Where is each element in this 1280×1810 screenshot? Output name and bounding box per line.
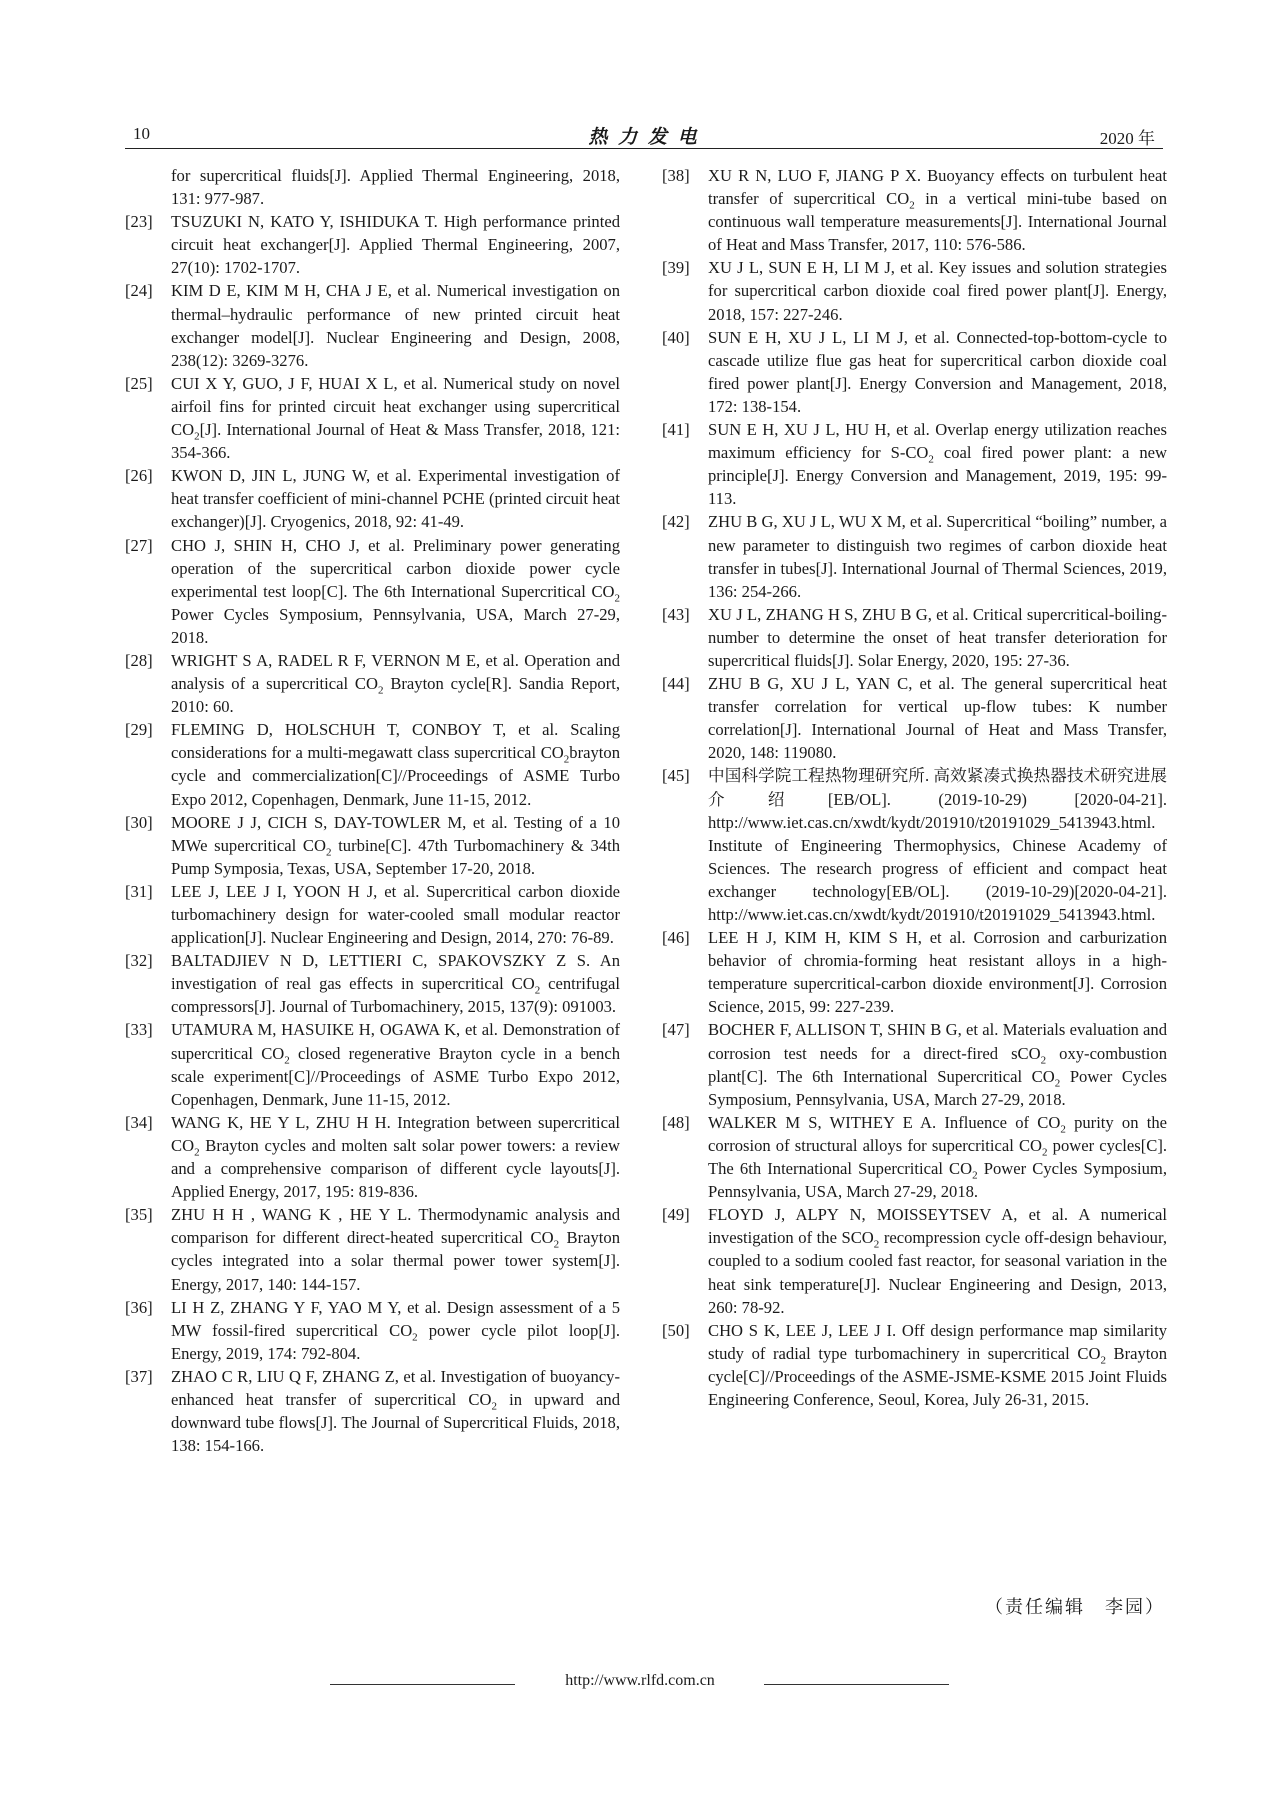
- reference-entry: [125, 811, 620, 880]
- reference-number: [41]: [662, 420, 690, 440]
- reference-number: [27]: [125, 535, 153, 555]
- reference-number: [49]: [662, 1205, 690, 1225]
- reference-number: [38]: [662, 166, 690, 185]
- reference-entry: [125, 372, 620, 464]
- subscript-2: 2: [194, 430, 200, 443]
- subscript-2: 2: [1060, 1123, 1066, 1136]
- subscript-2: 2: [491, 1400, 497, 1413]
- reference-body: WRIGHT S A, RADEL R F, VERNON M E, et al. Operation and analysis of a supercritical CO: [171, 650, 620, 694]
- reference-body: WANG K, HE Y L, ZHU H H. Integration between supercritical CO: [171, 1112, 620, 1155]
- reference-body: BALTADJIEV N D, LETTIERI C, SPAKOVSZKY Z S. An investigation of real gas effects in supercritical CO: [171, 951, 620, 994]
- reference-body: XU J L, SUN E H, LI M J, et al. Key issues and solution strategies for supercritical carbon dioxide coal fired power plant[J]. Energy, 2018, 157: 227-246.: [708, 258, 1167, 324]
- reference-body: BOCHER F, ALLISON T, SHIN B G, et al. Materials evaluation and corrosion test needs for a direct-fired sCO: [708, 1020, 1167, 1063]
- reference-number: [50]: [662, 1320, 690, 1340]
- reference-number: [32]: [125, 951, 153, 971]
- reference-entry: [125, 1111, 620, 1203]
- subscript-2: 2: [1100, 1354, 1106, 1367]
- reference-text: [708, 256, 1167, 325]
- reference-entry: [662, 256, 1167, 325]
- reference-body: KIM D E, KIM M H, CHA J E, et al. Numerical investigation on thermal–hydraulic performance of new printed circuit heat exchanger model[J]. Nuclear Engineering and Design, 2008, 238(12): 3269-3276.: [171, 281, 620, 370]
- reference-entry: [125, 210, 620, 279]
- reference-text: [171, 1365, 620, 1457]
- reference-body: KWON D, JIN L, JUNG W, et al. Experimental investigation of heat transfer coefficient of mini-channel PCHE (printed circuit heat exchanger)[J]. Cryogenics, 2018, 92: 41-49.: [171, 466, 620, 532]
- subscript-2: 2: [563, 753, 570, 766]
- reference-text: [708, 672, 1167, 764]
- journal-name: 热 力 发 电: [588, 127, 700, 148]
- reference-body: XU R N, LUO F, JIANG P X. Buoyancy effects on turbulent heat transfer of supercritical CO: [708, 166, 1167, 209]
- reference-entry: [125, 1365, 620, 1457]
- reference-entry: [662, 926, 1167, 1018]
- reference-body: FLEMING D, HOLSCHUH T, CONBOY T, et al. Scaling considerations for a multi-megawatt class supercritical CO: [171, 720, 620, 763]
- reference-body: [J]. International Journal of Heat & Mass Transfer, 2018, 121: 354-366.: [171, 420, 620, 463]
- reference-body: recompression cycle off-design behaviour, coupled to a sodium cooled fast reactor, for seasonal variation in the heat sink temperature[J]. Nuclear Engineering and Design, 2013, 260: 78-92.: [708, 1228, 1167, 1317]
- reference-entry: [662, 603, 1167, 672]
- reference-body: WALKER M S, WITHEY E A. Influence of CO: [708, 1112, 1061, 1132]
- reference-body: 中国科学院工程热物理研究所. 高效紧凑式换热器技术研究进展介绍[EB/OL]. (2019-10-29) [2020-04-21]. http://www.iet.cas.cn/xwdt/kydt/201910/t20191029_5413943.html.: [708, 766, 1167, 832]
- footer-url: http://www.rlfd.com.cn: [565, 1672, 715, 1689]
- reference-entry: [662, 1111, 1167, 1203]
- reference-text: [708, 418, 1167, 510]
- reference-body: oxy-combustion plant[C]. The 6th International Supercritical CO: [708, 1043, 1168, 1086]
- reference-text: [708, 764, 1167, 926]
- reference-text: [171, 210, 620, 279]
- reference-entry: [125, 464, 620, 533]
- reference-number: [29]: [125, 720, 153, 740]
- reference-text: [171, 464, 620, 533]
- reference-body: LEE H J, KIM H, KIM S H, et al. Corrosion and carburization behavior of chromia-forming heat resistant alloys in a high-temperature supercritical-carbon dioxide environment[J]. Corrosion Science, 2015, 99: 227-239.: [708, 928, 1167, 1017]
- reference-text: [708, 164, 1167, 256]
- reference-text: [171, 1296, 620, 1365]
- reference-number: [42]: [662, 512, 690, 532]
- reference-entry: [662, 1018, 1167, 1110]
- subscript-2: 2: [412, 1331, 418, 1343]
- reference-number: [35]: [125, 1205, 153, 1225]
- reference-text: [171, 649, 620, 718]
- subscript-2: 2: [614, 592, 620, 604]
- reference-number: [30]: [125, 812, 153, 832]
- reference-text: [171, 811, 620, 880]
- reference-body: ZHAO C R, LIU Q F, ZHANG Z, et al. Investigation of buoyancy-enhanced heat transfer of supercritical CO: [171, 1366, 620, 1409]
- reference-entry: [662, 764, 1167, 926]
- reference-number: [46]: [662, 928, 690, 948]
- subscript-2: 2: [534, 984, 541, 997]
- reference-body: Brayton cycle[R]. Sandia Report, 2010: 60.: [171, 674, 620, 717]
- reference-body: brayton cycle and commercialization[C]//Proceedings of ASME Turbo Expo 2012, Copenhagen, Denmark, June 11-15, 2012.: [171, 743, 620, 809]
- reference-text: [708, 510, 1167, 602]
- reference-body: LEE J, LEE J I, YOON H J, et al. Supercritical carbon dioxide turbomachinery design for water-cooled small modular reactor application[J]. Nuclear Engineering and Design, 2014, 270: 76-89.: [171, 881, 620, 948]
- reference-body: centrifugal compressors[J]. Journal of Turbomachinery, 2015, 137(9): 091003.: [171, 974, 620, 1017]
- subscript-2: 2: [194, 1146, 200, 1159]
- reference-number: [23]: [125, 212, 153, 232]
- reference-text: [171, 279, 620, 371]
- left-column-references: [125, 164, 620, 1457]
- subscript-2: 2: [1040, 1053, 1047, 1066]
- reference-body: CUI X Y, GUO, J F, HUAI X L, et al. Numerical study on novel airfoil fins for printed circuit heat exchanger using supercritical CO: [171, 373, 620, 440]
- reference-body: turbine[C]. 47th Turbomachinery & 34th Pump Symposia, Texas, USA, September 17-20, 2018.: [171, 835, 620, 878]
- reference-entry: [125, 1203, 620, 1295]
- reference-body: Brayton cycle[C]//Proceedings of the ASME-JSME-KSME 2015 Joint Fluids Engineering Conference, Seoul, Korea, July 26-31, 2015.: [708, 1343, 1168, 1409]
- page-number: 10: [133, 124, 150, 143]
- reference-text: [708, 603, 1167, 672]
- reference-text: [171, 534, 620, 649]
- reference-body: Brayton cycles integrated into a solar thermal power tower system[J]. Energy, 2017, 140: 144-157.: [171, 1228, 620, 1294]
- reference-entry: [662, 1203, 1167, 1318]
- reference-body: ZHU B G, XU J L, WU X M, et al. Supercritical “boiling” number, a new parameter to distinguish two regimes of carbon dioxide heat transfer in tubes[J]. International Journal of Thermal Sciences, 2019, 136: 254-266.: [708, 512, 1167, 601]
- reference-continuation: for supercritical fluids[J]. Applied Thermal Engineering, 2018, 131: 977-987.: [171, 166, 620, 209]
- footer-rule-right: [764, 1684, 949, 1685]
- reference-entry: [662, 418, 1167, 510]
- page-footer: [0, 1672, 1280, 1696]
- reference-text: [171, 880, 620, 949]
- reference-body: closed regenerative Brayton cycle in a bench scale experiment[C]//Proceedings of ASME Turbo Expo 2012, Copenhagen, Denmark, June 11-15, 2012.: [171, 1043, 620, 1109]
- reference-number: [34]: [125, 1112, 153, 1132]
- reference-body: LI H Z, ZHANG Y F, YAO M Y, et al. Design assessment of a 5 MW fossil-fired supercritical CO: [171, 1297, 620, 1340]
- reference-number: [31]: [125, 881, 153, 901]
- subscript-2: 2: [1054, 1076, 1061, 1089]
- reference-text: [708, 1203, 1167, 1318]
- reference-entry: [662, 672, 1167, 764]
- reference-body: MOORE J J, CICH S, DAY-TOWLER M, et al. Testing of a 10 MWe supercritical CO: [171, 812, 620, 855]
- subscript-2: 2: [1042, 1146, 1048, 1159]
- reference-number: [45]: [662, 766, 690, 786]
- reference-body: coal fired power plant: a new principle[J]. Energy Conversion and Management, 2019, 195: 99-113.: [708, 443, 1167, 509]
- subscript-2: 2: [325, 846, 332, 859]
- reference-text: [171, 1111, 620, 1203]
- reference-entry: [125, 1296, 620, 1365]
- subscript-2: 2: [284, 1053, 290, 1066]
- reference-number: [33]: [125, 1020, 153, 1040]
- subscript-2: 2: [909, 199, 915, 212]
- reference-entry: [125, 718, 620, 810]
- reference-body: CHO S K, LEE J, LEE J I. Off design performance map similarity study of radial type turbomachinery in supercritical CO: [708, 1320, 1167, 1363]
- reference-body: UTAMURA M, HASUIKE H, OGAWA K, et al. Demonstration of supercritical CO: [171, 1020, 620, 1063]
- reference-body: power cycle pilot loop[J]. Energy, 2019, 174: 792-804.: [171, 1320, 620, 1363]
- reference-entry: [125, 880, 620, 949]
- reference-entry: [662, 164, 1167, 256]
- reference-text: [171, 1203, 620, 1295]
- reference-body: FLOYD J, ALPY N, MOISSEYTSEV A, et al. A numerical investigation of the SCO: [708, 1205, 1167, 1248]
- reference-number: [36]: [125, 1297, 153, 1317]
- reference-body: power cycles[C]. The 6th International Supercritical CO: [708, 1135, 1168, 1179]
- reference-body: SUN E H, XU J L, HU H, et al. Overlap energy utilization reaches maximum efficiency for S-CO: [708, 420, 1167, 463]
- reference-entry: [125, 279, 620, 371]
- reference-number: [47]: [662, 1020, 690, 1040]
- page-header: [125, 122, 1163, 149]
- reference-entry: [662, 326, 1167, 418]
- reference-number: [37]: [125, 1366, 153, 1386]
- reference-number: [26]: [125, 466, 153, 486]
- reference-translation: Institute of Engineering Thermophysics, Chinese Academy of Sciences. The research progress of efficient and compact heat exchanger technology[EB/OL]. (2019-10-29)[2020-04-21]. http://www.iet.cas.cn/xwdt/kydt/201910/t20191029_5413943.html.: [708, 835, 1167, 924]
- reference-body: SUN E H, XU J L, LI M J, et al. Connected-top-bottom-cycle to cascade utilize flue gas heat for supercritical carbon dioxide coal fired power plant[J]. Energy Conversion and Management, 2018, 172: 138-154.: [708, 327, 1167, 416]
- reference-number: [44]: [662, 674, 690, 694]
- reference-body: in a vertical mini-tube based on continuous wall temperature measurements[J]. International Journal of Heat and Mass Transfer, 2017, 110: 576-586.: [708, 189, 1167, 255]
- reference-text: [708, 1111, 1167, 1203]
- reference-body: ZHU B G, XU J L, YAN C, et al. The general supercritical heat transfer correlation for vertical up-flow tubes: K number correlation[J]. International Journal of Heat and Mass Transfer, 2020, 148: 119080.: [708, 674, 1167, 763]
- reference-body: Power Cycles Symposium, Pennsylvania, USA, March 27-29, 2018.: [171, 604, 620, 647]
- reference-text: [171, 949, 620, 1018]
- reference-entry: [662, 510, 1167, 602]
- subscript-2: 2: [928, 453, 934, 466]
- reference-text: [171, 718, 620, 810]
- reference-body: ZHU H H , WANG K , HE Y L. Thermodynamic analysis and comparison for different direct-heated supercritical CO: [171, 1205, 620, 1248]
- reference-entry: [125, 534, 620, 649]
- reference-number: [43]: [662, 604, 690, 624]
- reference-text: [708, 1018, 1167, 1110]
- reference-body: XU J L, ZHANG H S, ZHU B G, et al. Critical supercritical-boiling-number to determine the onset of heat transfer deterioration for supercritical fluids[J]. Solar Energy, 2020, 195: 27-36.: [708, 604, 1167, 670]
- reference-entry: [125, 949, 620, 1018]
- reference-number: [40]: [662, 327, 690, 347]
- reference-text: [708, 926, 1167, 1018]
- subscript-2: 2: [553, 1238, 560, 1251]
- journal-year: 2020 年: [1099, 129, 1155, 148]
- reference-body: purity on the corrosion of structural alloys for supercritical CO: [708, 1112, 1167, 1155]
- subscript-2: 2: [873, 1238, 880, 1251]
- reference-body: Power Cycles Symposium, Pennsylvania, USA, March 27-29, 2018.: [708, 1159, 1167, 1202]
- reference-body: in upward and downward tube flows[J]. The Journal of Supercritical Fluids, 2018, 138: 154-166.: [171, 1389, 620, 1456]
- reference-entry: [125, 1018, 620, 1110]
- reference-body: Power Cycles Symposium, Pennsylvania, USA, March 27-29, 2018.: [708, 1066, 1167, 1109]
- reference-text: [708, 1319, 1167, 1411]
- reference-number: [28]: [125, 650, 153, 670]
- reference-entry: [662, 1319, 1167, 1411]
- reference-number: [24]: [125, 281, 153, 301]
- reference-number: [39]: [662, 258, 690, 278]
- reference-body: Brayton cycles and molten salt solar power towers: a review and a comprehensive comparison of different cycle layouts[J]. Applied Energy, 2017, 195: 819-836.: [171, 1135, 620, 1202]
- reference-entry: [125, 649, 620, 718]
- reference-number: [48]: [662, 1112, 690, 1132]
- reference-body: CHO J, SHIN H, CHO J, et al. Preliminary power generating operation of the supercritical carbon dioxide power cycle experimental test loop[C]. The 6th International Supercritical CO: [171, 535, 620, 601]
- subscript-2: 2: [972, 1169, 978, 1182]
- reference-text: [708, 326, 1167, 418]
- reference-text: [171, 1018, 620, 1110]
- reference-body: TSUZUKI N, KATO Y, ISHIDUKA T. High performance printed circuit heat exchanger[J]. Applied Thermal Engineering, 2007, 27(10): 1702-1707.: [171, 212, 620, 278]
- editor-note: （责任编辑 李园）: [985, 1597, 1165, 1617]
- reference-number: [25]: [125, 373, 153, 393]
- subscript-2: 2: [378, 684, 384, 697]
- right-column-references: [662, 164, 1167, 1411]
- reference-text: [171, 372, 620, 464]
